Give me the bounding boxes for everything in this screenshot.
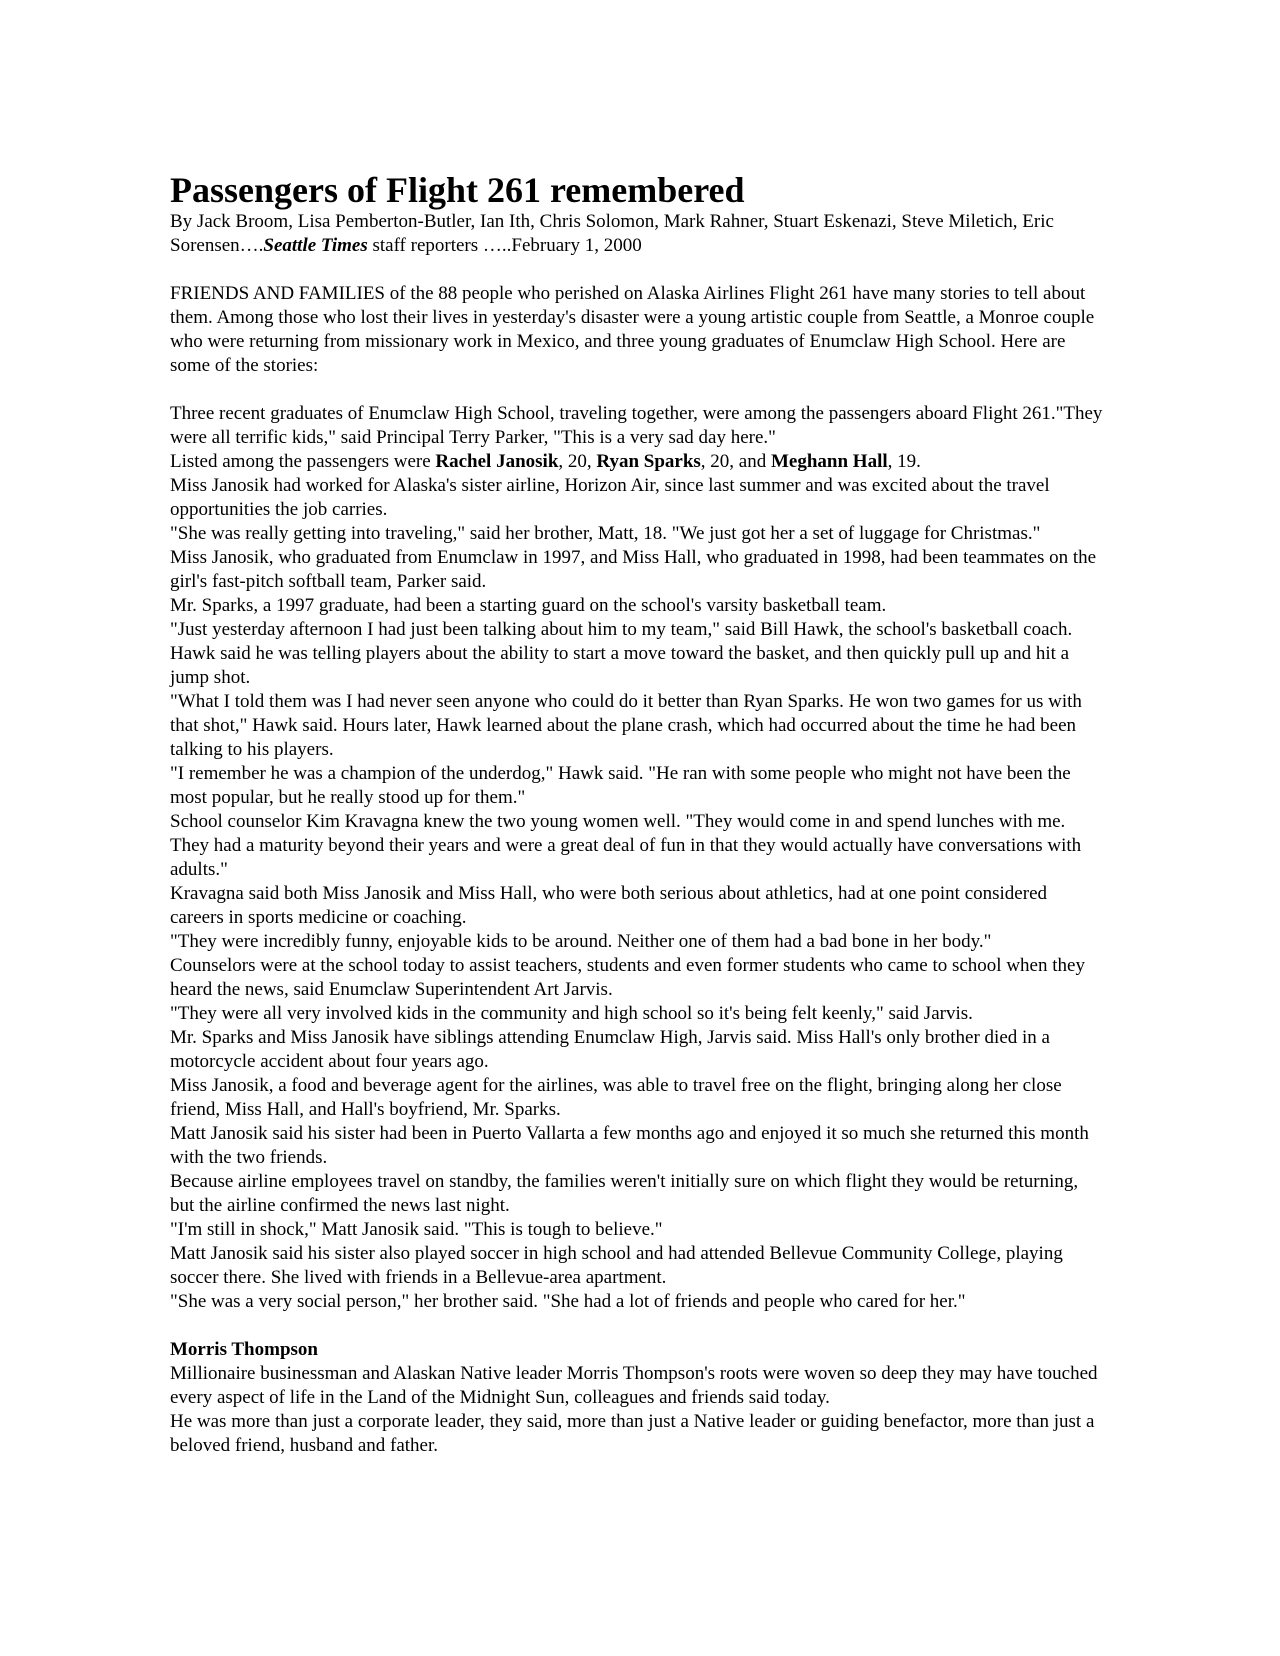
listed-lead: Listed among the passengers were <box>170 451 436 472</box>
paragraph: Matt Janosik said his sister had been in Puerto Vallarta a few months ago and enjoyed it so much she returned this month with the two friends. <box>170 1123 1089 1168</box>
paragraph: Miss Janosik, a food and beverage agent for the airlines, was able to travel free on the flight, bringing along her close friend, Miss Hall, and Hall's boyfriend, Mr. Sparks. <box>170 1075 1062 1120</box>
paragraph: Matt Janosik said his sister also played soccer in high school and had attended Bellevue Community College, playing soccer there. She lived with friends in a Bellevue-area apartment. <box>170 1243 1063 1288</box>
passenger-age-2: , 20, and <box>700 451 771 472</box>
spacer <box>170 378 1105 402</box>
passenger-name-2: Ryan Sparks <box>596 451 701 472</box>
paragraph: He was more than just a corporate leader, they said, more than just a Native leader or guiding benefactor, more than just a beloved friend, husband and father. <box>170 1411 1095 1456</box>
byline-publication: Seattle Times <box>263 235 368 256</box>
paragraph: "I'm still in shock," Matt Janosik said. "This is tough to believe." <box>170 1219 663 1240</box>
paragraph: "They were all very involved kids in the community and high school so it's being felt keenly," said Jarvis. <box>170 1003 973 1024</box>
passenger-list-paragraph <box>170 450 1105 474</box>
paragraph: Kravagna said both Miss Janosik and Miss Hall, who were both serious about athletics, had at one point considered careers in sports medicine or coaching. <box>170 883 1047 928</box>
paragraph: "They were incredibly funny, enjoyable kids to be around. Neither one of them had a bad bone in her body." <box>170 931 992 952</box>
byline <box>170 210 1105 258</box>
intro-paragraph: FRIENDS AND FAMILIES of the 88 people who perished on Alaska Airlines Flight 261 have many stories to tell about them. Among those who lost their lives in yesterday's disaster were a young artistic couple from Seattle, a Monroe couple who were returning from missionary work in Mexico, and three young graduates of Enumclaw High School. Here are some of the stories: <box>170 283 1095 376</box>
section-heading: Morris Thompson <box>170 1339 318 1360</box>
paragraph: Millionaire businessman and Alaskan Native leader Morris Thompson's roots were woven so deep they may have touched every aspect of life in the Land of the Midnight Sun, colleagues and friends said today. <box>170 1363 1098 1408</box>
paragraph: "She was a very social person," her brother said. "She had a lot of friends and people who cared for her." <box>170 1291 966 1312</box>
article-page <box>170 170 1105 1458</box>
paragraph: School counselor Kim Kravagna knew the two young women well. "They would come in and spend lunches with me. They had a maturity beyond their years and were a great deal of fun in that they would actually have conversations with adults." <box>170 811 1082 880</box>
byline-date: staff reporters …..February 1, 2000 <box>367 235 642 256</box>
spacer <box>170 258 1105 282</box>
paragraph: Three recent graduates of Enumclaw High School, traveling together, were among the passengers aboard Flight 261."They were all terrific kids," said Principal Terry Parker, "This is a very sad day here." <box>170 403 1103 448</box>
paragraph: Mr. Sparks, a 1997 graduate, had been a starting guard on the school's varsity basketball team. <box>170 595 887 616</box>
paragraph: "Just yesterday afternoon I had just been talking about him to my team," said Bill Hawk, the school's basketball coach. Hawk said he was telling players about the ability to start a move toward the basket, and then quickly pull up and hit a jump shot. <box>170 619 1073 688</box>
passenger-name-3: Meghann Hall <box>770 451 888 472</box>
byline-authors: By Jack Broom, Lisa Pemberton-Butler, Ian Ith, Chris Solomon, Mark Rahner, Stuart Eskenazi, Steve Miletich, Eric Sorensen…. <box>170 211 1054 256</box>
paragraph: Counselors were at the school today to assist teachers, students and even former students who came to school when they heard the news, said Enumclaw Superintendent Art Jarvis. <box>170 955 1085 1000</box>
paragraph: "She was really getting into traveling," said her brother, Matt, 18. "We just got her a set of luggage for Christmas." <box>170 523 1041 544</box>
article-title: Passengers of Flight 261 remembered <box>170 170 745 210</box>
paragraph: Mr. Sparks and Miss Janosik have siblings attending Enumclaw High, Jarvis said. Miss Hall's only brother died in a motorcycle accident about four years ago. <box>170 1027 1050 1072</box>
passenger-age-1: , 20, <box>558 451 597 472</box>
passenger-age-3: , 19. <box>887 451 921 472</box>
paragraph: "What I told them was I had never seen anyone who could do it better than Ryan Sparks. He won two games for us with that shot," Hawk said. Hours later, Hawk learned about the plane crash, which had occurred about the time he had been talking to his players. <box>170 691 1082 760</box>
paragraph: Miss Janosik, who graduated from Enumclaw in 1997, and Miss Hall, who graduated in 1998, had been teammates on the girl's fast-pitch softball team, Parker said. <box>170 547 1097 592</box>
paragraph: Miss Janosik had worked for Alaska's sister airline, Horizon Air, since last summer and was excited about the travel opportunities the job carries. <box>170 475 1050 520</box>
spacer <box>170 1314 1105 1338</box>
passenger-name-1: Rachel Janosik <box>435 451 559 472</box>
paragraph: "I remember he was a champion of the underdog," Hawk said. "He ran with some people who might not have been the most popular, but he really stood up for them." <box>170 763 1071 808</box>
paragraph: Because airline employees travel on standby, the families weren't initially sure on which flight they would be returning, but the airline confirmed the news last night. <box>170 1171 1079 1216</box>
